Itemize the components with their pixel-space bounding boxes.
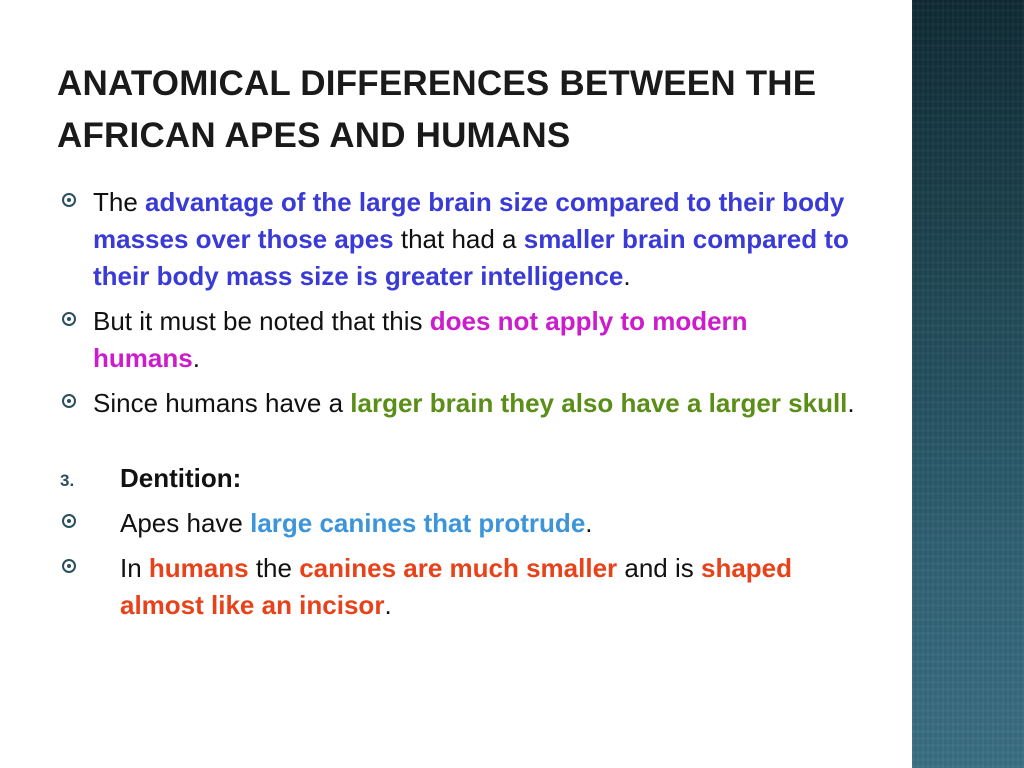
bullet-item: But it must be noted that this does not apply to modern humans. xyxy=(60,303,860,377)
bullet-item: The advantage of the large brain size compared to their body masses over those apes that had a smaller brain compared to their body mass size is greater intelligence. xyxy=(60,184,860,295)
bullet-item: Apes have large canines that protrude. xyxy=(60,505,860,542)
decorative-sidebar xyxy=(912,0,1024,768)
circle-dot-bullet-icon xyxy=(62,514,76,528)
bullet-item: Since humans have a larger brain they also have a larger skull. xyxy=(60,385,860,422)
circle-dot-bullet-icon xyxy=(62,559,76,573)
section-number: 3. xyxy=(60,471,75,490)
circle-dot-bullet-icon xyxy=(62,312,76,326)
slide-title: ANATOMICAL DIFFERENCES BETWEEN THE AFRICAN APES AND HUMANS xyxy=(57,64,817,155)
circle-dot-bullet-icon xyxy=(62,193,76,207)
section-heading: 3. Dentition: xyxy=(60,460,860,497)
bullet-item: In humans the canines are much smaller and is shaped almost like an incisor. xyxy=(60,550,860,624)
circle-dot-bullet-icon xyxy=(62,394,76,408)
slide-body xyxy=(60,184,860,632)
